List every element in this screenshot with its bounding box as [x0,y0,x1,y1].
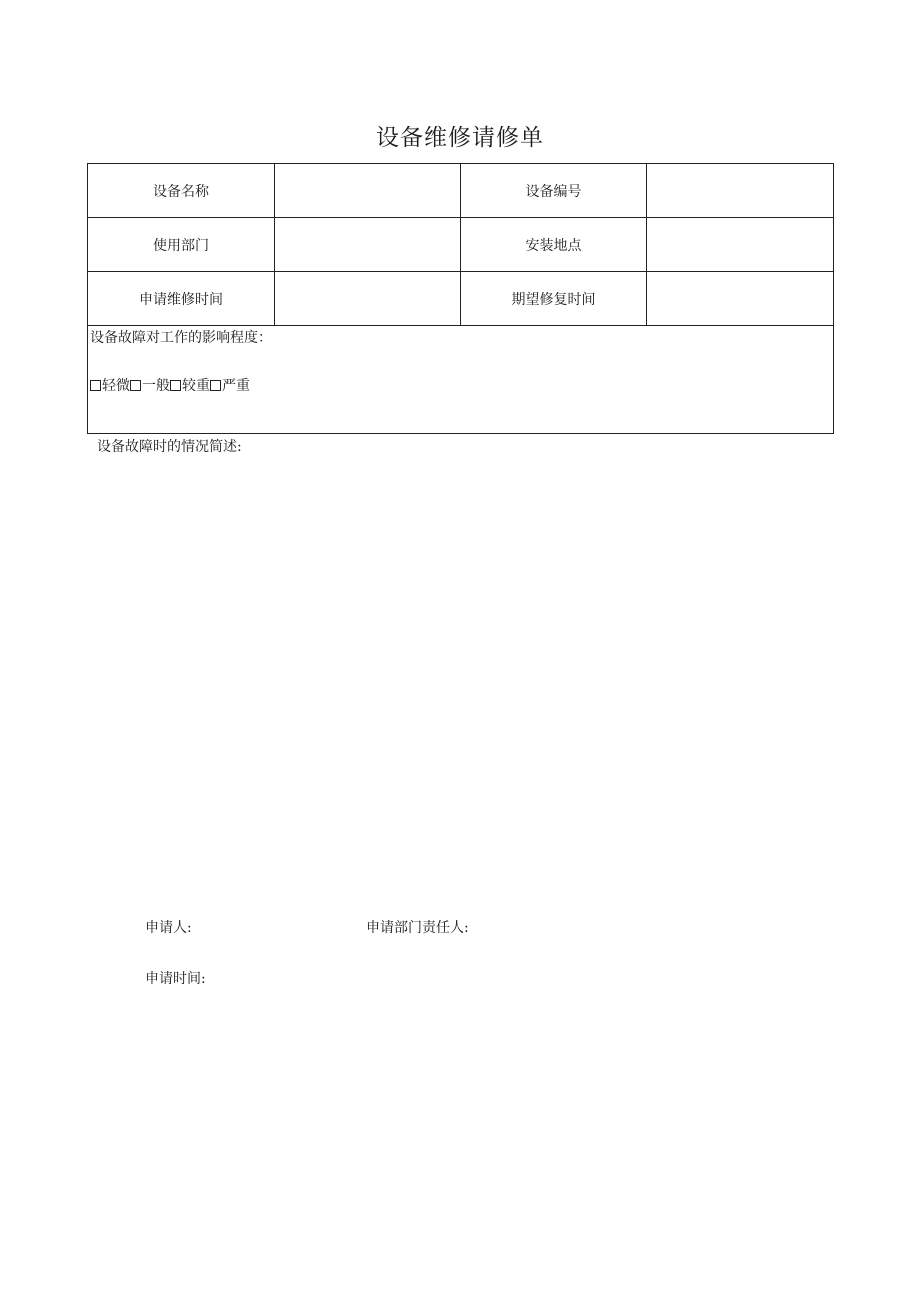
equipment-number-label: 设备编号 [461,164,647,218]
checkbox-icon[interactable] [90,380,101,391]
using-department-field[interactable] [275,218,461,272]
install-location-field[interactable] [647,218,834,272]
expected-repair-time-field[interactable] [647,272,834,326]
impact-option-serious[interactable] [170,375,210,395]
impact-option-label: 一般 [142,378,170,394]
impact-option-label: 较重 [182,378,210,394]
checkbox-icon[interactable] [210,380,221,391]
applicant-label: 申请人: [145,920,192,936]
table-row [88,218,834,272]
fault-description-label: 设备故障时的情况简述: [97,439,242,455]
checkbox-icon[interactable] [130,380,141,391]
impact-option-label: 严重 [222,378,250,394]
request-time-field[interactable] [275,272,461,326]
equipment-info-table [87,163,834,434]
impact-option-label: 轻微 [102,378,130,394]
impact-section [88,326,834,434]
document-title: 设备维修请修单 [376,125,544,151]
checkbox-icon[interactable] [170,380,181,391]
department-head-label: 申请部门责任人: [366,920,469,936]
impact-option-moderate[interactable] [130,375,170,395]
impact-options [90,375,833,395]
install-location-label: 安装地点 [461,218,647,272]
using-department-label: 使用部门 [88,218,275,272]
request-time-label: 申请维修时间 [88,272,275,326]
table-row [88,326,834,434]
impact-option-minor[interactable] [90,375,130,395]
equipment-name-field[interactable] [275,164,461,218]
impact-heading: 设备故障对工作的影响程度： [90,330,272,346]
equipment-name-label: 设备名称 [88,164,275,218]
expected-repair-time-label: 期望修复时间 [461,272,647,326]
equipment-number-field[interactable] [647,164,834,218]
table-row [88,164,834,218]
table-row [88,272,834,326]
apply-time-label: 申请时间: [145,971,206,987]
impact-option-severe[interactable] [210,375,250,395]
